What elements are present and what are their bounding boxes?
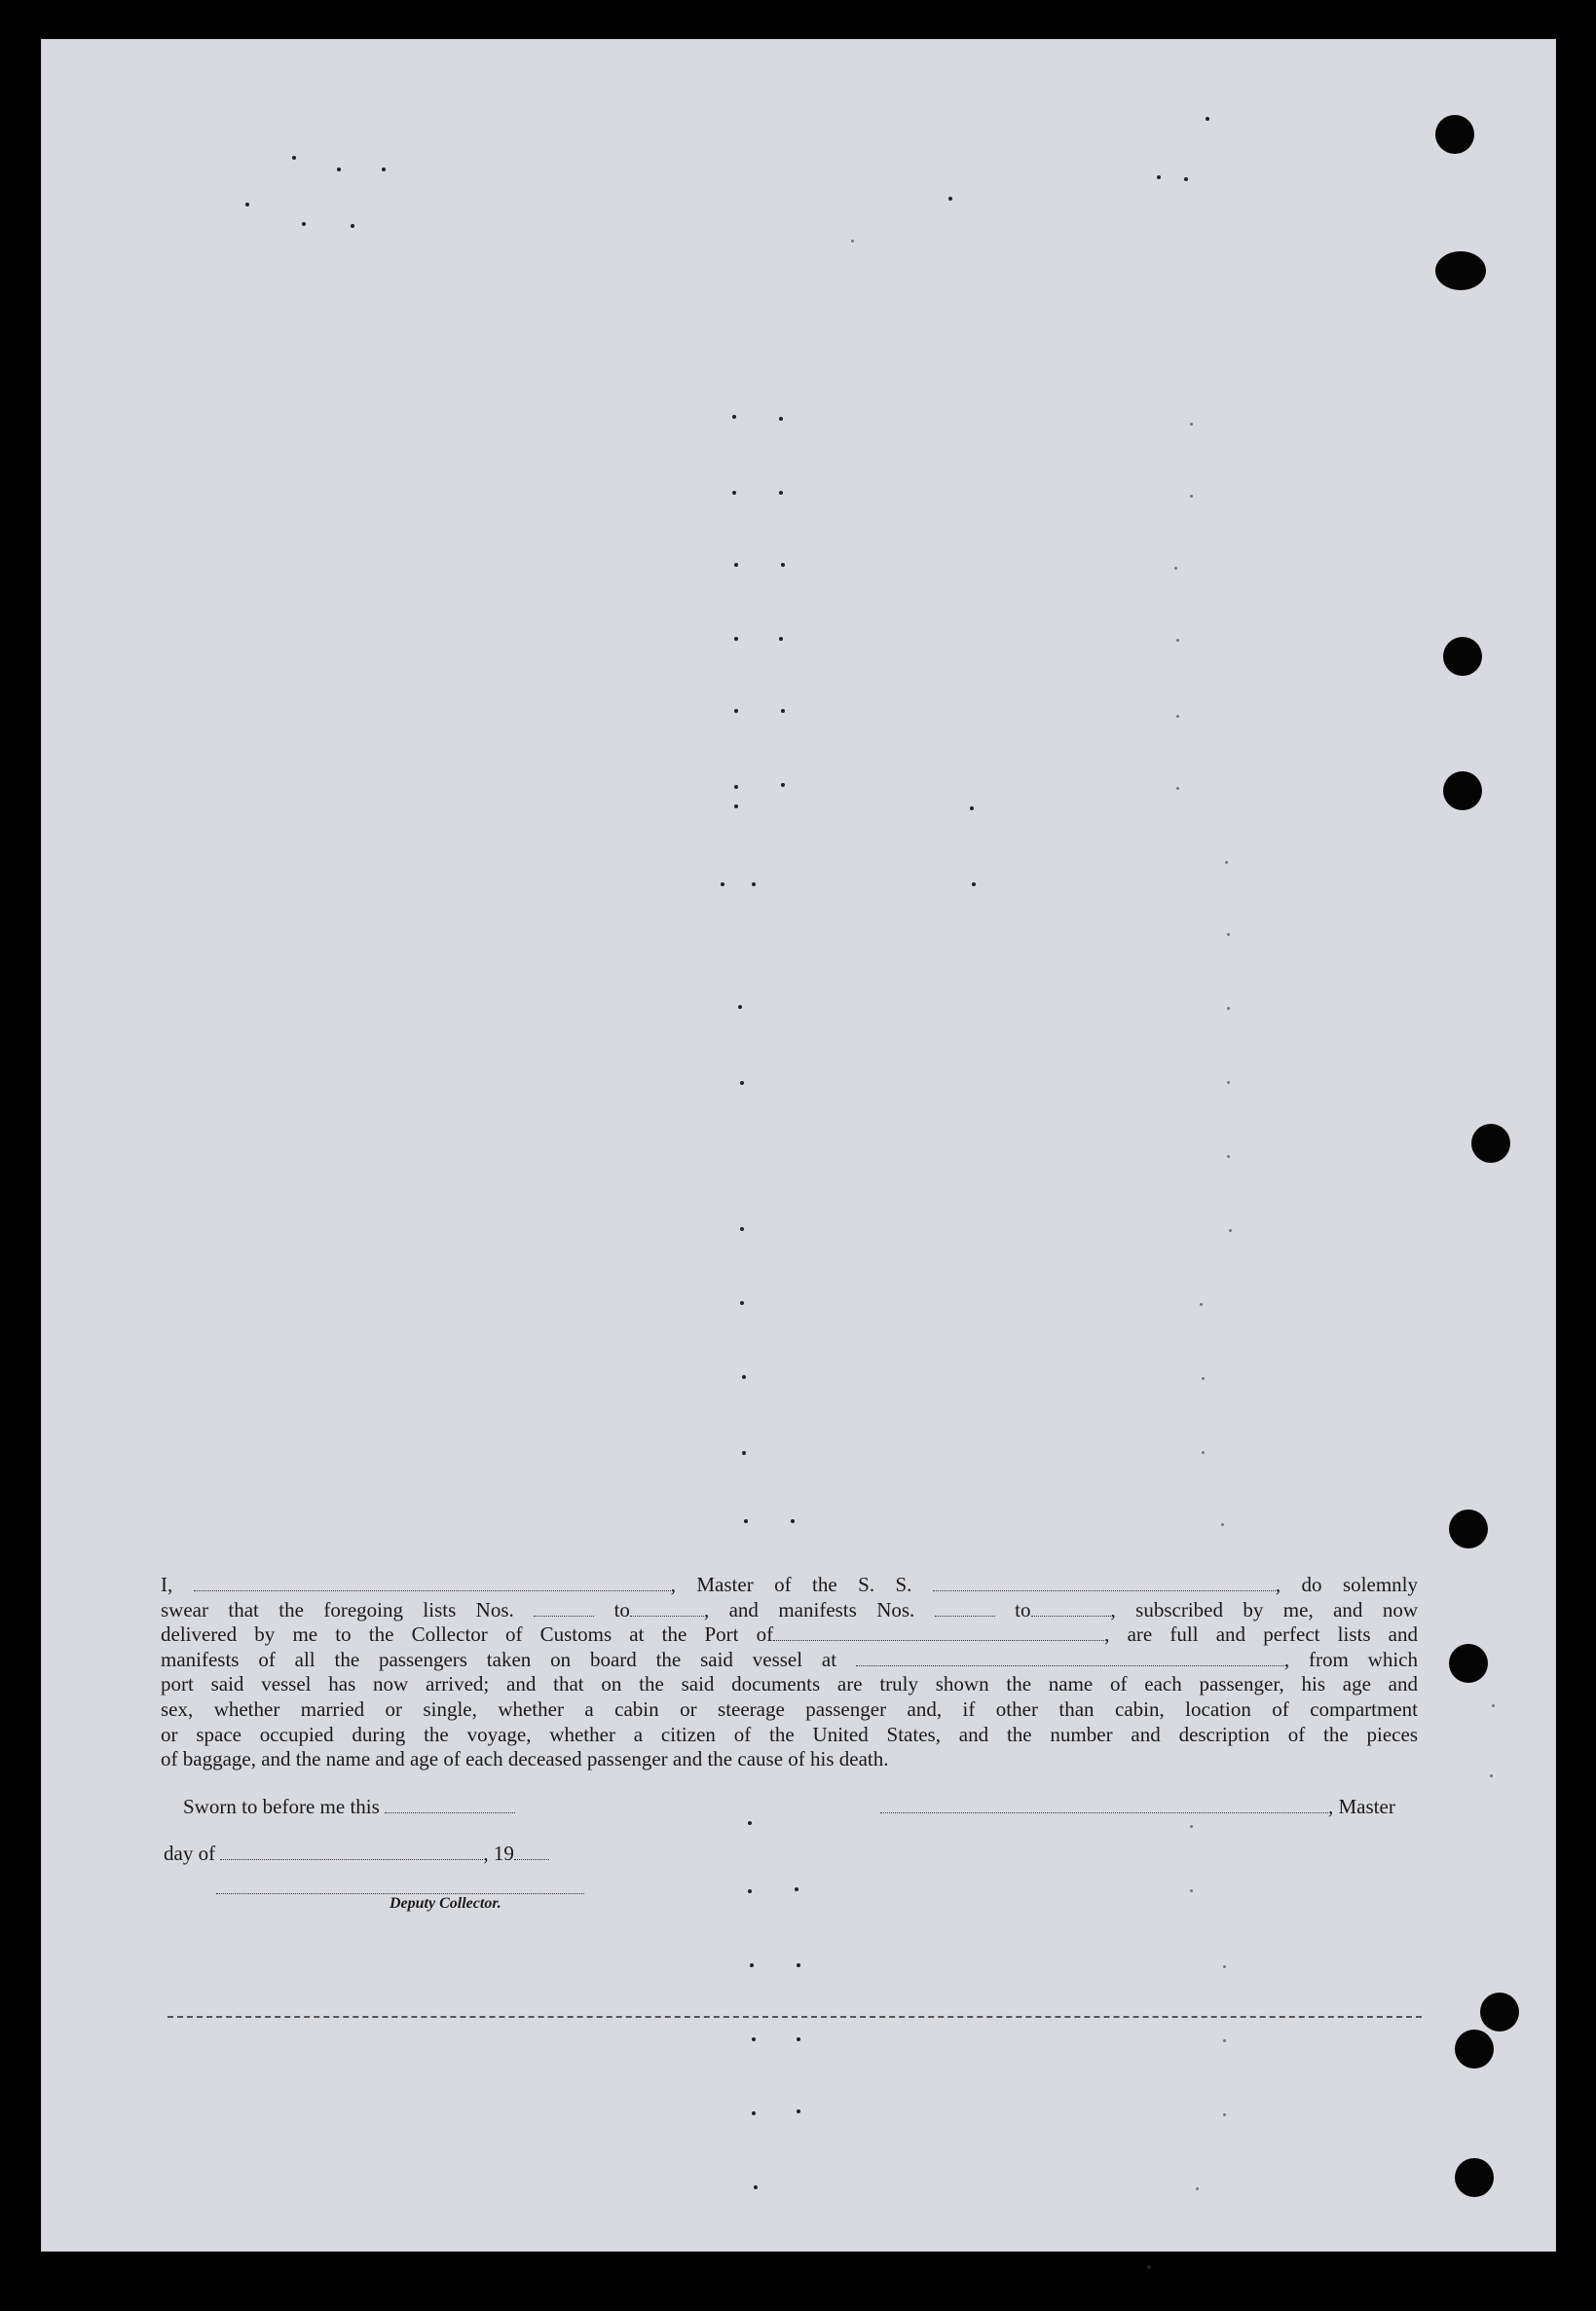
speck xyxy=(970,806,974,810)
speck xyxy=(1157,175,1161,179)
deputy-signature-line[interactable] xyxy=(216,1893,584,1894)
speck xyxy=(734,563,738,567)
speck xyxy=(1190,423,1193,426)
oath-text: , are full and perfect lists and xyxy=(1104,1622,1418,1647)
speck xyxy=(734,804,738,808)
punch-hole xyxy=(1449,1510,1488,1548)
speck xyxy=(1184,177,1188,181)
master-signature-row xyxy=(880,1794,1395,1819)
speck xyxy=(740,1301,744,1305)
month-field[interactable] xyxy=(220,1844,483,1860)
speck xyxy=(292,156,296,160)
speck xyxy=(351,224,354,228)
speck xyxy=(734,709,738,713)
speck xyxy=(781,563,785,567)
oath-text: , subscribed by me, and now xyxy=(1110,1597,1419,1621)
oath-text: , do solemnly xyxy=(1275,1573,1418,1596)
speck xyxy=(754,2185,758,2189)
speck xyxy=(302,222,306,226)
speck xyxy=(1227,933,1230,936)
speck xyxy=(797,2037,800,2041)
oath-text: to xyxy=(1015,1597,1031,1621)
master-signature-field[interactable] xyxy=(880,1797,1328,1813)
speck xyxy=(740,1227,744,1231)
speck xyxy=(1200,1303,1203,1306)
list-number-from-field[interactable] xyxy=(534,1600,594,1617)
speck xyxy=(1176,639,1179,642)
sworn-label-row xyxy=(183,1794,515,1819)
speck xyxy=(948,197,952,201)
speck xyxy=(1190,495,1193,498)
oath-text: swear that the foregoing lists Nos. xyxy=(161,1597,514,1621)
speck xyxy=(738,1005,742,1009)
speck xyxy=(779,491,783,495)
speck xyxy=(752,2037,756,2041)
oath-line-3 xyxy=(161,1622,1418,1648)
port-of-departure-field[interactable] xyxy=(856,1650,1284,1666)
speck xyxy=(1223,2113,1226,2116)
oath-text: delivered by me to the Collector of Customs at the Port of xyxy=(161,1622,774,1647)
speck xyxy=(972,882,976,886)
oath-line-8: of baggage, and the name and age of each deceased passenger and the cause of his death. xyxy=(161,1747,889,1771)
day-of-row xyxy=(164,1841,549,1866)
speck xyxy=(1490,1774,1493,1777)
oath-text: I, xyxy=(161,1573,173,1596)
oath-line-1 xyxy=(161,1573,1418,1598)
vessel-name-field[interactable] xyxy=(933,1575,1276,1591)
speck xyxy=(752,2111,756,2115)
oath-text: , and manifests Nos. xyxy=(703,1597,915,1621)
speck xyxy=(779,417,783,421)
punch-hole xyxy=(1455,2158,1494,2197)
list-number-to-field[interactable] xyxy=(630,1600,704,1617)
oath-text: manifests of all the passengers taken on board the said vessel at xyxy=(161,1647,837,1671)
deputy-collector-label: Deputy Collector. xyxy=(390,1895,501,1912)
speck xyxy=(795,1887,798,1891)
speck xyxy=(1227,1155,1230,1158)
speck xyxy=(1147,2265,1151,2269)
punch-hole xyxy=(1455,2030,1494,2069)
speck xyxy=(1190,1825,1193,1828)
port-of-arrival-field[interactable] xyxy=(773,1624,1104,1641)
punch-hole xyxy=(1471,1124,1510,1163)
speck xyxy=(1492,1704,1495,1707)
speck xyxy=(734,637,738,641)
oath-text: to xyxy=(613,1597,630,1621)
speck xyxy=(1174,567,1177,570)
speck xyxy=(781,783,785,787)
speck xyxy=(781,709,785,713)
speck xyxy=(721,882,724,886)
speck xyxy=(732,415,736,419)
speck xyxy=(1225,861,1228,864)
oath-text: , from which xyxy=(1283,1647,1418,1671)
manifest-number-to-field[interactable] xyxy=(1031,1600,1111,1617)
manifest-sheet xyxy=(41,39,1556,2252)
speck xyxy=(1176,787,1179,790)
speck xyxy=(851,240,854,242)
speck xyxy=(752,882,756,886)
day-of-label: day of xyxy=(164,1842,216,1865)
speck xyxy=(797,1963,800,1967)
manifest-number-from-field[interactable] xyxy=(935,1600,995,1617)
year-prefix-label: , 19 xyxy=(483,1842,514,1865)
master-name-field[interactable] xyxy=(194,1575,671,1591)
oath-line-7: or space occupied during the voyage, whether a citizen of the United States, and the number and description of the pieces xyxy=(161,1722,1418,1746)
punch-hole xyxy=(1443,637,1482,676)
speck xyxy=(750,1963,754,1967)
speck xyxy=(1176,715,1179,718)
oath-line-4 xyxy=(161,1648,1418,1673)
speck xyxy=(791,1519,795,1523)
speck xyxy=(1202,1377,1205,1380)
year-field[interactable] xyxy=(514,1844,549,1860)
oath-text: , Master of the S. S. xyxy=(670,1573,912,1596)
speck xyxy=(742,1451,746,1455)
oath-line-6: sex, whether married or single, whether a cabin or steerage passenger and, if other than cabin, location of compartment xyxy=(161,1696,1418,1721)
speck xyxy=(732,491,736,495)
punch-hole xyxy=(1443,771,1482,810)
speck xyxy=(740,1081,744,1085)
oath-line-2 xyxy=(161,1598,1418,1623)
speck xyxy=(779,637,783,641)
speck xyxy=(1229,1229,1232,1232)
speck xyxy=(1202,1451,1205,1454)
speck xyxy=(1223,1965,1226,1968)
speck xyxy=(748,1889,752,1893)
speck xyxy=(734,785,738,789)
punch-hole xyxy=(1449,1644,1488,1683)
sworn-day-field[interactable] xyxy=(385,1797,515,1813)
speck xyxy=(742,1375,746,1379)
speck xyxy=(1223,2039,1226,2042)
punch-hole xyxy=(1435,115,1474,154)
speck xyxy=(744,1519,748,1523)
punch-hole xyxy=(1480,1993,1519,2031)
speck xyxy=(748,1821,752,1825)
speck xyxy=(1227,1007,1230,1010)
sworn-label: Sworn to before me this xyxy=(183,1795,380,1818)
speck xyxy=(1196,2187,1199,2190)
speck xyxy=(382,168,386,171)
speck xyxy=(1190,1889,1193,1892)
master-label: , Master xyxy=(1328,1795,1395,1818)
speck xyxy=(1206,117,1209,121)
oath-line-5: port said vessel has now arrived; and that on the said documents are truly shown the name of each passenger, his age and xyxy=(161,1672,1418,1696)
master-oath-paragraph xyxy=(161,1573,1418,1772)
punch-hole xyxy=(1435,251,1486,290)
speck xyxy=(1221,1523,1224,1526)
speck xyxy=(337,168,341,171)
speck xyxy=(1227,1081,1230,1084)
speck xyxy=(245,203,249,206)
section-divider xyxy=(167,2016,1422,2018)
speck xyxy=(797,2109,800,2113)
